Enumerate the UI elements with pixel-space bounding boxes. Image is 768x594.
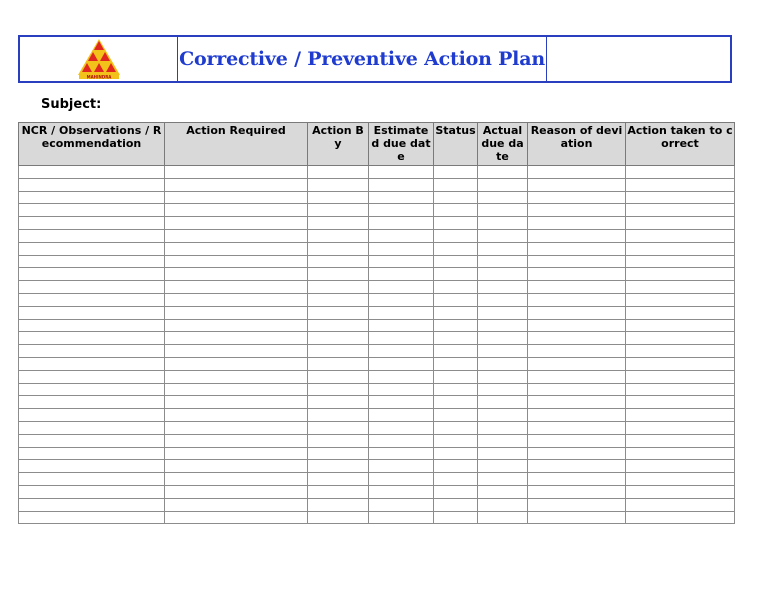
table-row (19, 217, 735, 230)
table-row (19, 421, 735, 434)
table-cell[interactable] (528, 332, 626, 345)
table-cell[interactable] (308, 306, 369, 319)
table-cell[interactable] (165, 383, 308, 396)
table-cell[interactable] (369, 166, 434, 179)
table-cell[interactable] (434, 498, 478, 511)
table-cell[interactable] (434, 293, 478, 306)
table-cell[interactable] (19, 485, 165, 498)
table-cell[interactable] (478, 447, 528, 460)
table-cell[interactable] (528, 204, 626, 217)
table-cell[interactable] (434, 511, 478, 524)
table-cell[interactable] (434, 217, 478, 230)
table-cell[interactable] (434, 281, 478, 294)
table-cell[interactable] (434, 166, 478, 179)
table-row (19, 345, 735, 358)
table-cell[interactable] (369, 178, 434, 191)
table-cell[interactable] (308, 191, 369, 204)
table-cell[interactable] (19, 166, 165, 179)
table-cell[interactable] (308, 217, 369, 230)
table-cell[interactable] (165, 447, 308, 460)
table-cell[interactable] (478, 255, 528, 268)
table-row (19, 191, 735, 204)
table-cell[interactable] (369, 460, 434, 473)
table-row (19, 268, 735, 281)
table-row (19, 383, 735, 396)
table-cell[interactable] (478, 357, 528, 370)
table-cell[interactable] (369, 473, 434, 486)
table-cell[interactable] (308, 460, 369, 473)
table-cell[interactable] (369, 485, 434, 498)
table-cell[interactable] (19, 306, 165, 319)
table-cell[interactable] (626, 383, 735, 396)
table-cell[interactable] (478, 204, 528, 217)
table-row (19, 460, 735, 473)
table-cell[interactable] (478, 383, 528, 396)
table-cell[interactable] (434, 370, 478, 383)
table-cell[interactable] (369, 319, 434, 332)
table-cell[interactable] (626, 421, 735, 434)
table-row (19, 319, 735, 332)
table-cell[interactable] (478, 229, 528, 242)
table-cell[interactable] (19, 217, 165, 230)
table-cell[interactable] (626, 396, 735, 409)
table-cell[interactable] (369, 409, 434, 422)
table-cell[interactable] (369, 370, 434, 383)
table-cell[interactable] (165, 229, 308, 242)
table-row (19, 511, 735, 524)
table-cell[interactable] (434, 485, 478, 498)
table-row (19, 396, 735, 409)
table-row (19, 473, 735, 486)
table-header-row (19, 123, 735, 166)
table-cell[interactable] (308, 204, 369, 217)
table-cell[interactable] (434, 268, 478, 281)
subject-label: Subject: (41, 97, 102, 112)
table-cell[interactable] (626, 268, 735, 281)
table-cell[interactable] (165, 217, 308, 230)
table-cell[interactable] (626, 293, 735, 306)
column-header-status: Status (434, 123, 478, 166)
table-cell[interactable] (165, 370, 308, 383)
table-cell[interactable] (528, 191, 626, 204)
logo-cell (20, 37, 178, 81)
table-cell[interactable] (165, 281, 308, 294)
table-cell[interactable] (528, 485, 626, 498)
table-cell[interactable] (165, 473, 308, 486)
table-cell[interactable] (19, 434, 165, 447)
table-cell[interactable] (308, 383, 369, 396)
table-cell[interactable] (626, 281, 735, 294)
table-cell[interactable] (369, 229, 434, 242)
table-cell[interactable] (165, 191, 308, 204)
table-cell[interactable] (478, 511, 528, 524)
table-cell[interactable] (528, 229, 626, 242)
table-cell[interactable] (528, 255, 626, 268)
table-cell[interactable] (308, 511, 369, 524)
table-row (19, 281, 735, 294)
table-cell[interactable] (434, 191, 478, 204)
table-cell[interactable] (165, 242, 308, 255)
table-cell[interactable] (528, 178, 626, 191)
table-cell[interactable] (19, 345, 165, 358)
table-cell[interactable] (369, 268, 434, 281)
table-cell[interactable] (528, 498, 626, 511)
table-cell[interactable] (528, 370, 626, 383)
table-cell[interactable] (165, 178, 308, 191)
table-cell[interactable] (434, 447, 478, 460)
table-cell[interactable] (19, 191, 165, 204)
table-cell[interactable] (528, 460, 626, 473)
table-row (19, 204, 735, 217)
table-cell[interactable] (308, 242, 369, 255)
table-cell[interactable] (19, 293, 165, 306)
table-cell[interactable] (626, 178, 735, 191)
table-cell[interactable] (478, 332, 528, 345)
table-cell[interactable] (434, 255, 478, 268)
table-cell[interactable] (308, 281, 369, 294)
table-cell[interactable] (165, 485, 308, 498)
table-cell[interactable] (478, 217, 528, 230)
table-cell[interactable] (369, 498, 434, 511)
table-cell[interactable] (626, 217, 735, 230)
table-cell[interactable] (19, 396, 165, 409)
table-cell[interactable] (434, 332, 478, 345)
table-cell[interactable] (626, 447, 735, 460)
table-row (19, 434, 735, 447)
table-cell[interactable] (528, 421, 626, 434)
table-row (19, 357, 735, 370)
table-cell[interactable] (19, 447, 165, 460)
table-cell[interactable] (528, 281, 626, 294)
table-cell[interactable] (165, 434, 308, 447)
table-cell[interactable] (478, 473, 528, 486)
table-cell[interactable] (165, 409, 308, 422)
table-cell[interactable] (478, 421, 528, 434)
table-cell[interactable] (528, 396, 626, 409)
table-cell[interactable] (308, 293, 369, 306)
column-header-reason-of-deviation: Reason of deviation (528, 123, 626, 166)
table-body (19, 166, 735, 524)
table-cell[interactable] (434, 383, 478, 396)
table-cell[interactable] (478, 178, 528, 191)
table-cell[interactable] (369, 396, 434, 409)
table-cell[interactable] (626, 370, 735, 383)
table-cell[interactable] (626, 357, 735, 370)
table-cell[interactable] (626, 434, 735, 447)
table-cell[interactable] (308, 166, 369, 179)
table-cell[interactable] (165, 396, 308, 409)
table-cell[interactable] (19, 473, 165, 486)
table-cell[interactable] (528, 242, 626, 255)
table-cell[interactable] (626, 255, 735, 268)
table-cell[interactable] (478, 396, 528, 409)
table-cell[interactable] (528, 434, 626, 447)
table-cell[interactable] (626, 166, 735, 179)
column-header-estimated-due-date: Estimated due date (369, 123, 434, 166)
table-cell[interactable] (369, 345, 434, 358)
table-cell[interactable] (308, 357, 369, 370)
table-cell[interactable] (308, 396, 369, 409)
table-cell[interactable] (165, 421, 308, 434)
table-cell[interactable] (626, 498, 735, 511)
table-cell[interactable] (369, 217, 434, 230)
table-cell[interactable] (308, 409, 369, 422)
table-cell[interactable] (434, 345, 478, 358)
table-cell[interactable] (19, 204, 165, 217)
table-cell[interactable] (165, 255, 308, 268)
title-cell (178, 37, 547, 81)
table-cell[interactable] (478, 166, 528, 179)
table-cell[interactable] (308, 332, 369, 345)
table-cell[interactable] (369, 511, 434, 524)
table-cell[interactable] (369, 242, 434, 255)
table-cell[interactable] (528, 357, 626, 370)
table-cell[interactable] (434, 434, 478, 447)
table-row (19, 498, 735, 511)
table-cell[interactable] (434, 229, 478, 242)
table-cell[interactable] (528, 383, 626, 396)
table-cell[interactable] (478, 242, 528, 255)
table-cell[interactable] (626, 332, 735, 345)
table-cell[interactable] (528, 511, 626, 524)
table-cell[interactable] (165, 332, 308, 345)
table-cell[interactable] (478, 434, 528, 447)
table-cell[interactable] (528, 447, 626, 460)
table-cell[interactable] (478, 460, 528, 473)
table-cell[interactable] (369, 447, 434, 460)
table-cell[interactable] (434, 204, 478, 217)
table-cell[interactable] (478, 370, 528, 383)
table-cell[interactable] (528, 217, 626, 230)
table-cell[interactable] (308, 434, 369, 447)
table-row (19, 242, 735, 255)
table-cell[interactable] (165, 306, 308, 319)
table-cell[interactable] (19, 255, 165, 268)
table-cell[interactable] (19, 357, 165, 370)
table-cell[interactable] (434, 409, 478, 422)
table-row (19, 332, 735, 345)
column-header-ncr: NCR / Observations / Recommendation (19, 123, 165, 166)
table-cell[interactable] (19, 383, 165, 396)
table-cell[interactable] (478, 345, 528, 358)
table-row (19, 178, 735, 191)
table-cell[interactable] (434, 396, 478, 409)
table-cell[interactable] (434, 319, 478, 332)
table-cell[interactable] (165, 293, 308, 306)
table-cell[interactable] (528, 306, 626, 319)
document-header (18, 35, 732, 83)
table-cell[interactable] (369, 434, 434, 447)
table-cell[interactable] (434, 306, 478, 319)
table-cell[interactable] (626, 511, 735, 524)
table-cell[interactable] (626, 242, 735, 255)
table-cell[interactable] (434, 178, 478, 191)
table-cell[interactable] (19, 281, 165, 294)
table-row (19, 485, 735, 498)
table-cell[interactable] (626, 409, 735, 422)
table-cell[interactable] (165, 357, 308, 370)
page-title: Corrective / Preventive Action Plan (179, 48, 545, 70)
table-row (19, 306, 735, 319)
table-cell[interactable] (626, 485, 735, 498)
table-cell[interactable] (165, 166, 308, 179)
table-cell[interactable] (626, 319, 735, 332)
table-cell[interactable] (369, 306, 434, 319)
table-row (19, 255, 735, 268)
table-row (19, 293, 735, 306)
table-cell[interactable] (478, 306, 528, 319)
table-cell[interactable] (626, 204, 735, 217)
table-cell[interactable] (478, 268, 528, 281)
table-cell[interactable] (165, 511, 308, 524)
company-logo (76, 37, 122, 81)
table-cell[interactable] (478, 485, 528, 498)
table-cell[interactable] (369, 281, 434, 294)
table-cell[interactable] (369, 191, 434, 204)
column-header-actual-due-date: Actual due date (478, 123, 528, 166)
table-cell[interactable] (165, 268, 308, 281)
table-cell[interactable] (308, 178, 369, 191)
table-cell[interactable] (308, 229, 369, 242)
action-plan-table (18, 122, 735, 524)
table-cell[interactable] (528, 473, 626, 486)
table-cell[interactable] (369, 293, 434, 306)
table-cell[interactable] (19, 421, 165, 434)
table-cell[interactable] (478, 293, 528, 306)
table-cell[interactable] (19, 498, 165, 511)
table-row (19, 229, 735, 242)
table-cell[interactable] (626, 460, 735, 473)
table-row (19, 409, 735, 422)
column-header-action-taken: Action taken to correct (626, 123, 735, 166)
table-cell[interactable] (308, 319, 369, 332)
table-cell[interactable] (308, 447, 369, 460)
table-cell[interactable] (626, 191, 735, 204)
column-header-action-by: Action By (308, 123, 369, 166)
table-cell[interactable] (19, 242, 165, 255)
table-cell[interactable] (308, 345, 369, 358)
table-cell[interactable] (308, 485, 369, 498)
table-cell[interactable] (19, 178, 165, 191)
table-cell[interactable] (528, 293, 626, 306)
column-header-action-required: Action Required (165, 123, 308, 166)
table-cell[interactable] (165, 345, 308, 358)
table-cell[interactable] (19, 319, 165, 332)
table-cell[interactable] (308, 498, 369, 511)
table-cell[interactable] (369, 204, 434, 217)
table-row (19, 166, 735, 179)
table-cell[interactable] (369, 357, 434, 370)
table-cell[interactable] (626, 306, 735, 319)
table-cell[interactable] (308, 255, 369, 268)
table-cell[interactable] (369, 255, 434, 268)
table-row (19, 370, 735, 383)
table-cell[interactable] (308, 473, 369, 486)
table-cell[interactable] (626, 345, 735, 358)
header-blank-cell (547, 37, 730, 81)
table-cell[interactable] (478, 498, 528, 511)
table-cell[interactable] (626, 473, 735, 486)
table-cell[interactable] (165, 319, 308, 332)
table-cell[interactable] (478, 191, 528, 204)
table-cell[interactable] (165, 204, 308, 217)
table-cell[interactable] (434, 421, 478, 434)
table-cell[interactable] (434, 473, 478, 486)
table-cell[interactable] (19, 268, 165, 281)
table-cell[interactable] (19, 511, 165, 524)
table-cell[interactable] (308, 268, 369, 281)
table-cell[interactable] (478, 319, 528, 332)
table-cell[interactable] (19, 229, 165, 242)
table-cell[interactable] (434, 460, 478, 473)
table-cell[interactable] (434, 357, 478, 370)
table-cell[interactable] (308, 421, 369, 434)
table-cell[interactable] (528, 268, 626, 281)
table-cell[interactable] (19, 370, 165, 383)
table-cell[interactable] (478, 409, 528, 422)
table-cell[interactable] (308, 370, 369, 383)
table-cell[interactable] (369, 421, 434, 434)
table-cell[interactable] (19, 409, 165, 422)
table-cell[interactable] (528, 166, 626, 179)
table-row (19, 447, 735, 460)
table-cell[interactable] (434, 242, 478, 255)
table-cell[interactable] (19, 332, 165, 345)
table-cell[interactable] (165, 460, 308, 473)
logo-text: MAHINDRA (86, 74, 111, 80)
table-cell[interactable] (528, 319, 626, 332)
table-cell[interactable] (19, 460, 165, 473)
table-cell[interactable] (165, 498, 308, 511)
table-cell[interactable] (369, 332, 434, 345)
table-cell[interactable] (478, 281, 528, 294)
table-cell[interactable] (528, 345, 626, 358)
table-cell[interactable] (626, 229, 735, 242)
table-cell[interactable] (528, 409, 626, 422)
table-cell[interactable] (369, 383, 434, 396)
